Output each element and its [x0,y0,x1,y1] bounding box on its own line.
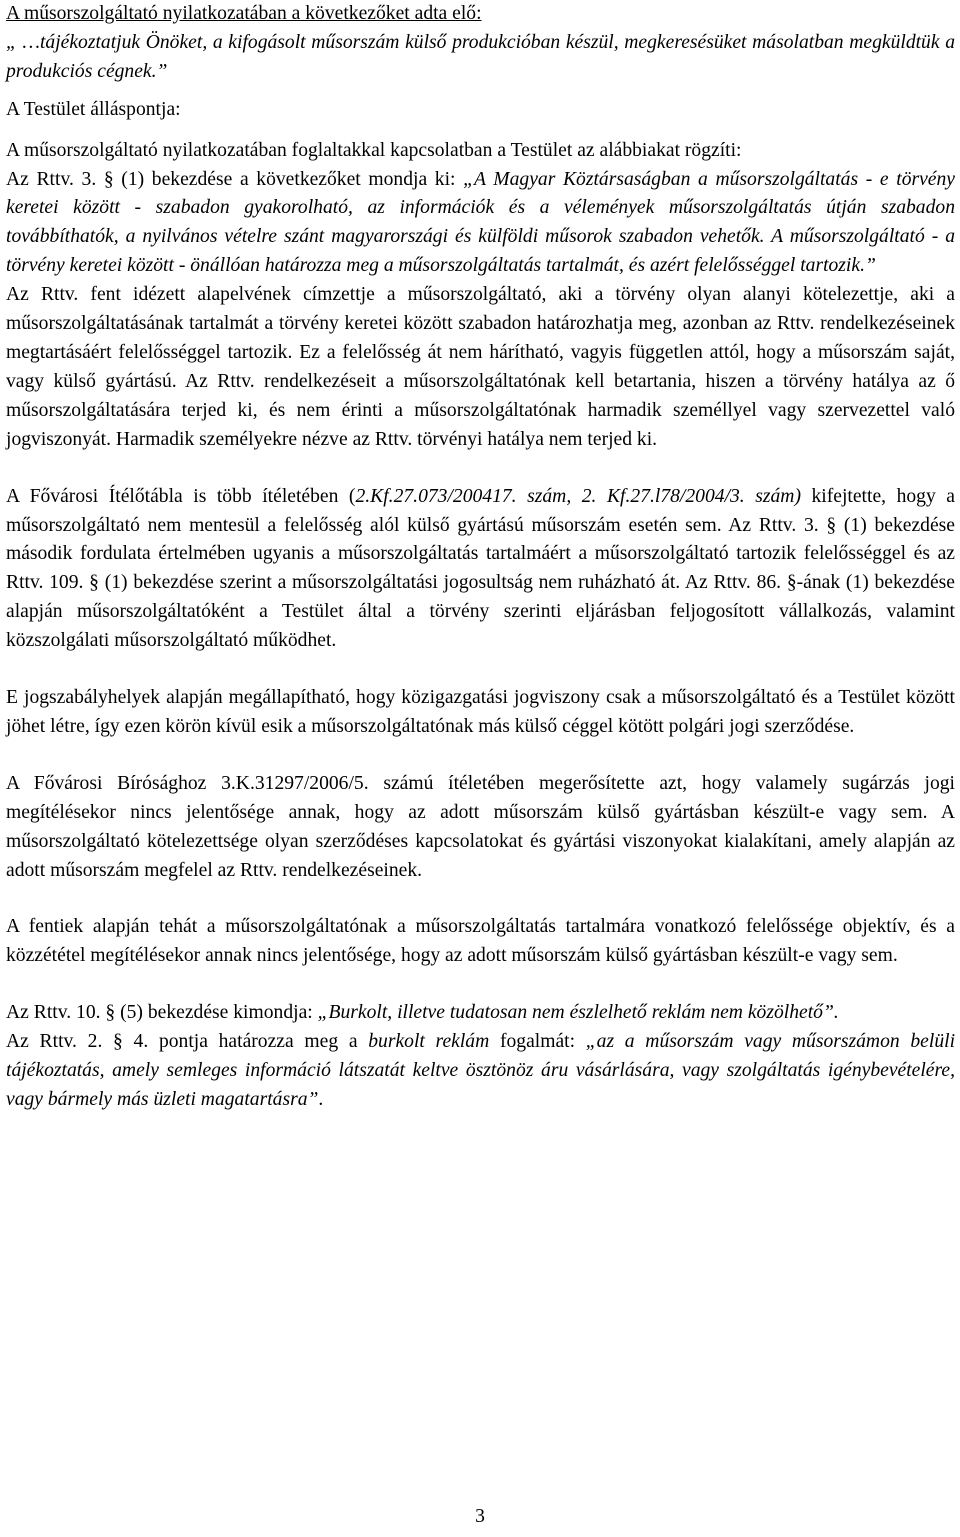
court-ruling-case-numbers: 2.Kf.27.073/200417. szám, 2. Kf.27.l78/2004/3. szám) [355,485,801,507]
rttv-10-quote: „Burkolt, illetve tudatosan nem észlelhető reklám nem közölhető”. [317,1002,839,1024]
paragraph-rttv-10 [6,999,955,1028]
provider-quote-text: „ …tájékoztatjuk Önöket, a kifogásolt műsorszám külső produkcióban készül, megkeresésüket másolatban megküldtük a produkciós cégnek.” [6,31,955,82]
paragraph-principle: Az Rttv. fent idézett alapelvének címzettje a műsorszolgáltató, aki a törvény olyan alanyi kötelezettje, aki a műsorszolgáltatásának tartalmát a törvény keretei között szabadon határozhatja meg, azonban az Rttv. rendelkezéseinek megtartásáért felelősséggel tartozik. Ez a felelősség át nem hárítható, vagyis független attól, hogy a műsorszám saját, vagy külső gyártású. Az Rttv. rendelkezéseit a műsorszolgáltatónak kell betartania, hiszen a törvény hatálya az ő műsorszolgáltatására terjed ki, és nem érinti a műsorszolgáltatónak harmadik személlyel vagy szervezettel való jogviszonyát. Harmadik személyekre nézve az Rttv. törvényi hatálya nem terjed ki. [6,284,955,450]
document-page [6,0,955,1115]
court-ruling-text-a: A Fővárosi Ítélőtábla is több ítéletében ( [6,485,356,507]
rttv-2-text-b: fogalmát: [489,1031,586,1053]
rttv-2-text-a: Az Rttv. 2. § 4. pontja határozza meg a [6,1031,369,1053]
paragraph-rttv-3 [6,166,955,282]
board-position-heading: A Testület álláspontja: [6,98,181,120]
paragraph-metropolitan-court: A Fővárosi Bírósághoz 3.K.31297/2006/5. számú ítéletében megerősítette azt, hogy valamely sugárzás jogi megítélésekor nincs jelentősége annak, hogy az adott műsorszám külső gyártásban készült-e vagy sem. A műsorszolgáltató kötelezettsége olyan szerződéses kapcsolatokat és gyártási viszonyokat kialakítani, amely alapján az adott műsorszám megfelel az Rttv. rendelkezéseinek. [6,772,955,881]
page-number: 3 [475,1506,485,1527]
rttv-2-definition: „az a műsorszám vagy műsorszámon belüli tájékoztatás, amely semleges információ látszatát keltve ösztönöz áru vásárlására, vagy szolgáltatás igénybevételére, vagy bármely más üzleti magatartásra” [6,1031,956,1110]
paragraph-conclusion: A fentiek alapján tehát a műsorszolgáltatónak a műsorszolgáltatás tartalmára vonatkozó felelőssége objektív, és a közzététel megítélésekor annak nincs jelentősége, hogy az adott műsorszám külső gyártásban készült-e vagy sem. [6,916,955,967]
court-ruling-text-b: kifejtette, hogy a műsorszolgáltató nem mentesül a felelősség alól külső gyártású műsorszám esetén sem. Az Rttv. 3. § (1) bekezdése második fordulata értelmében ugyanis a műsorszolgáltatás tartalmáért a műsorszolgáltató tartozik felelősséggel és az Rttv. 109. § (1) bekezdése szerint a műsorszolgáltatási jogosultság nem ruházható át. Az Rttv. 86. §-ának (1) bekezdése alapján műsorszolgáltatóként a Testület által a törvény szerinti eljárásban feljogosított vállalkozás, valamint közszolgálati műsorszolgáltató működhet. [6,485,956,652]
provider-quote [6,29,955,87]
rttv-2-term: burkolt reklám [368,1031,490,1053]
rttv-2-end: . [318,1089,324,1110]
paragraph-legal-relationship: E jogszabályhelyek alapján megállapítható, hogy közigazgatási jogviszony csak a műsorszolgáltató és a Testület között jöhet létre, így ezen körön kívül esik a műsorszolgáltatónak más külső céggel kötött polgári jogi szerződése. [6,687,955,737]
statement-heading: A műsorszolgáltató nyilatkozatában a következőket adta elő: [6,3,482,24]
paragraph-rttv-3-text: Az Rttv. 3. § (1) bekezdése a következőket mondja ki: [6,168,464,190]
intro-paragraph: A műsorszolgáltató nyilatkozatában foglaltakkal kapcsolatban a Testület az alábbiakat rögzíti: [6,139,742,161]
paragraph-rttv-3-quote: „A Magyar Köztársaságban a műsorszolgáltatás - e törvény keretei között - szabadon gyakorolható, az információk és a vélemények műsorszolgáltatás útján szabadon továbbíthatók, a nyilvános vételre szánt magyarországi és külföldi műsorok szabadon vehetők. A műsorszolgáltató - a törvény keretei között - önállóan határozza meg a műsorszolgáltatás tartalmát, és azért felelősséggel tartozik.” [6,168,956,277]
rttv-10-text: Az Rttv. 10. § (5) bekezdése kimondja: [6,1002,318,1024]
paragraph-court-ruling [6,483,955,656]
paragraph-rttv-2 [6,1028,955,1115]
